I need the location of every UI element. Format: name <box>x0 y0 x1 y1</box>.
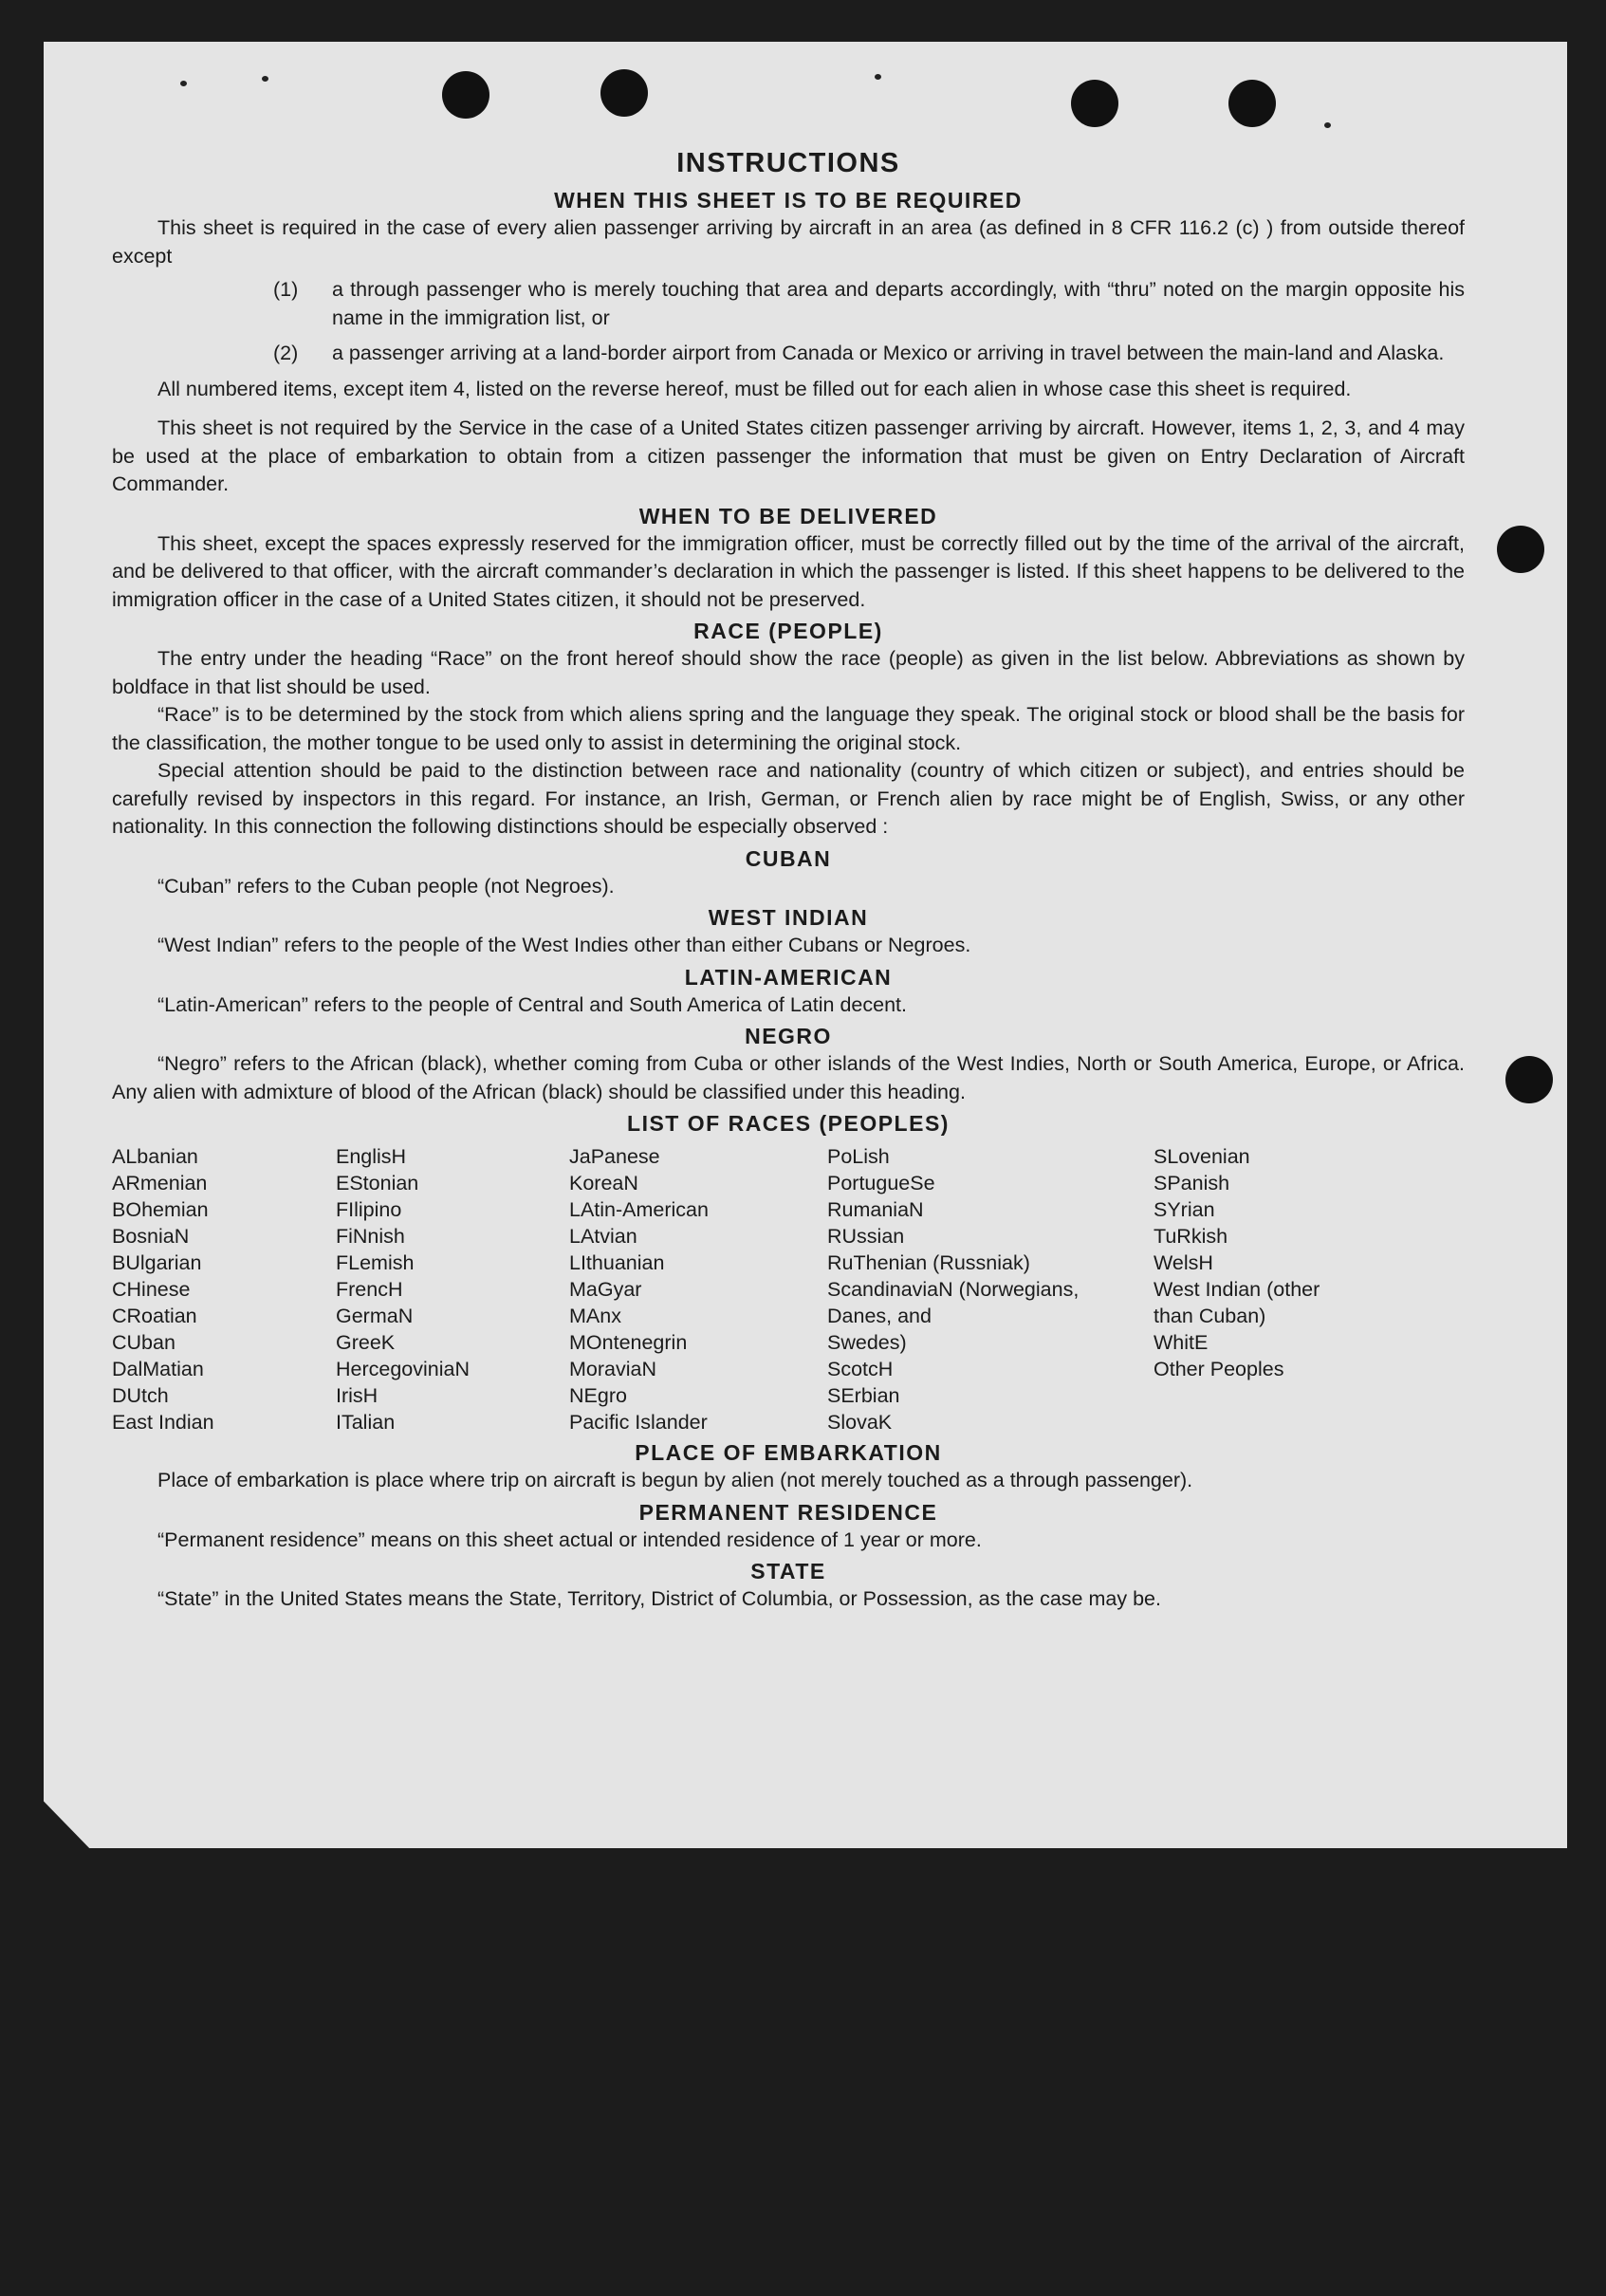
page-title: INSTRUCTIONS <box>676 148 900 178</box>
race-entry: SYrian <box>1154 1198 1215 1221</box>
race-entry: NEgro <box>569 1384 627 1407</box>
race-entry: FLemish <box>336 1251 415 1274</box>
race-entry: LAtin-American <box>569 1198 709 1221</box>
race-entry: WhitE <box>1154 1331 1209 1354</box>
race-entry: SLovenian <box>1154 1145 1250 1168</box>
race-paragraph-2: “Race” is to be determined by the stock from which aliens spring and the language they speak. The original stock or blood shall be the basis for the classification, the mother tongue to be used only to assist in determining the original stock. <box>112 703 1465 754</box>
negro-definition: “Negro” refers to the African (black), whether coming from Cuba or other islands of the West Indies, North or South America, Europe, or Africa. Any alien with admixture of blood of the African (black) should be classified under this heading. <box>112 1052 1465 1103</box>
race-column <box>336 1143 569 1435</box>
race-entry: MOntenegrin <box>569 1331 688 1354</box>
race-entry: ITalian <box>336 1411 396 1434</box>
heading-when-delivered: WHEN TO BE DELIVERED <box>638 503 938 528</box>
race-entry: MaGyar <box>569 1278 642 1301</box>
punch-hole <box>1505 1056 1553 1103</box>
race-entry: LAtvian <box>569 1225 637 1248</box>
race-column <box>1154 1143 1438 1435</box>
race-entry: BOhemian <box>112 1198 209 1221</box>
race-column <box>827 1143 1154 1435</box>
heading-state: STATE <box>750 1559 826 1583</box>
race-entry: DalMatian <box>112 1358 204 1380</box>
exception-text: a through passenger who is merely touching that area and departs accordingly, with “thru” noted on the margin opposite his name in the immigration list, or <box>332 278 1465 329</box>
race-entry: RuThenian (Russniak) <box>827 1251 1030 1274</box>
heading-west-indian: WEST INDIAN <box>708 905 869 930</box>
race-entry: BUlgarian <box>112 1251 202 1274</box>
race-entry: EnglisH <box>336 1145 407 1168</box>
race-entry: RUssian <box>827 1225 905 1248</box>
heading-race-list: LIST OF RACES (PEOPLES) <box>627 1111 950 1136</box>
race-entry: SlovaK <box>827 1411 893 1434</box>
race-entry: TuRkish <box>1154 1225 1228 1248</box>
heading-latin-american: LATIN-AMERICAN <box>684 964 893 990</box>
race-entry: JaPanese <box>569 1145 660 1168</box>
exception-number: (1) <box>273 278 299 301</box>
race-entry: ALbanian <box>112 1145 198 1168</box>
delivered-paragraph: This sheet, except the spaces expressly reserved for the immigration officer, must be correctly filled out by the time of the arrival of the aircraft, and be delivered to that officer, with the aircraft commander’s declaration in which the passenger is listed. If this sheet happens to be delivered to the immigration officer in the case of a United States citizen, it should not be preserved. <box>112 531 1465 611</box>
race-entry: West Indian (other <box>1154 1278 1320 1301</box>
heading-race: RACE (PEOPLE) <box>693 619 883 643</box>
race-entry: SPanish <box>1154 1172 1230 1194</box>
race-entry: EStonian <box>336 1172 419 1194</box>
race-entry: MoraviaN <box>569 1358 656 1380</box>
race-entry: GermaN <box>336 1305 414 1327</box>
heading-when-required: WHEN THIS SHEET IS TO BE REQUIRED <box>554 188 1023 213</box>
state-definition: “State” in the United States means the State, Territory, District of Columbia, or Possession, as the case may be. <box>157 1587 1161 1610</box>
race-entry: KoreaN <box>569 1172 638 1194</box>
race-entry: DUtch <box>112 1384 169 1407</box>
race-paragraph-3: Special attention should be paid to the distinction between race and nationality (country of which citizen or subject), and entries should be carefully revised by inspectors in this regard. For instance, an Irish, German, or French alien by race might be of English, Swiss, or any other nationality. In this connection the following distinctions should be especially observed : <box>112 759 1465 838</box>
race-entry: ScandinaviaN (Norwegians, <box>827 1278 1080 1301</box>
race-entry: LIthuanian <box>569 1251 665 1274</box>
exception-list <box>112 276 1465 368</box>
heading-negro: NEGRO <box>745 1024 832 1048</box>
race-entry: PoLish <box>827 1145 890 1168</box>
heading-cuban: CUBAN <box>745 845 832 871</box>
race-entry: MAnx <box>569 1305 621 1327</box>
race-entry: FIlipino <box>336 1198 402 1221</box>
cuban-definition: “Cuban” refers to the Cuban people (not Negroes). <box>157 874 615 898</box>
race-entry: CUban <box>112 1331 175 1354</box>
race-entry: Pacific Islander <box>569 1411 708 1434</box>
race-list-table <box>112 1143 1465 1435</box>
race-entry: HercegoviniaN <box>336 1358 471 1380</box>
race-entry: WelsH <box>1154 1251 1213 1274</box>
punch-hole <box>1497 526 1544 573</box>
race-entry: IrisH <box>336 1384 378 1407</box>
west-indian-definition: “West Indian” refers to the people of the West Indies other than either Cubans or Negroes. <box>157 934 971 956</box>
embarkation-definition: Place of embarkation is place where trip on aircraft is begun by alien (not merely touched as a through passenger). <box>157 1469 1193 1491</box>
race-entry: Danes, and <box>827 1305 932 1327</box>
race-entry: Other Peoples <box>1154 1358 1284 1380</box>
instructions-content <box>112 106 1465 1614</box>
heading-embarkation: PLACE OF EMBARKATION <box>635 1440 942 1465</box>
speck-mark <box>180 81 187 86</box>
latin-american-definition: “Latin-American” refers to the people of Central and South America of Latin decent. <box>157 992 907 1016</box>
race-entry: FrencH <box>336 1278 403 1301</box>
race-entry: ScotcH <box>827 1358 894 1380</box>
race-entry: CHinese <box>112 1278 191 1301</box>
race-entry: CRoatian <box>112 1305 197 1327</box>
race-entry: FiNnish <box>336 1225 405 1248</box>
race-entry: BosniaN <box>112 1225 190 1248</box>
residence-definition: “Permanent residence” means on this sheet actual or intended residence of 1 year or more. <box>157 1528 982 1551</box>
exception-text: a passenger arriving at a land-border airport from Canada or Mexico or arriving in travel between the main-land and Alaska. <box>332 342 1445 364</box>
required-numbered-items-paragraph: All numbered items, except item 4, listed on the reverse hereof, must be filled out for each alien in whose case this sheet is required. <box>157 377 1352 400</box>
race-column <box>112 1143 336 1435</box>
race-entry: than Cuban) <box>1154 1305 1266 1327</box>
speck-mark <box>875 74 881 80</box>
required-citizen-paragraph: This sheet is not required by the Service in the case of a United States citizen passenger arriving by aircraft. However, items 1, 2, 3, and 4 may be used at the place of embarkation to obtain from a citizen passenger the information that must be given on Entry Declaration of Aircraft Commander. <box>112 417 1465 495</box>
exception-item <box>273 340 1465 368</box>
race-entry: PortugueSe <box>827 1172 935 1194</box>
exception-number: (2) <box>273 342 299 364</box>
exception-item <box>273 276 1465 332</box>
race-entry: RumaniaN <box>827 1198 924 1221</box>
race-paragraph-1: The entry under the heading “Race” on the front hereof should show the race (people) as given in the list below. Abbreviations as shown by boldface in that list should be used. <box>112 647 1465 698</box>
race-column <box>569 1143 827 1435</box>
race-entry: East Indian <box>112 1411 214 1434</box>
heading-residence: PERMANENT RESIDENCE <box>638 1499 938 1525</box>
race-entry: Swedes) <box>827 1331 907 1354</box>
speck-mark <box>262 76 268 82</box>
race-entry: SErbian <box>827 1384 900 1407</box>
race-entry: GreeK <box>336 1331 396 1354</box>
race-entry: ARmenian <box>112 1172 208 1194</box>
required-intro: This sheet is required in the case of every alien passenger arriving by aircraft in an area (as defined in 8 CFR 116.2 (c) ) from outside thereof except <box>112 216 1465 268</box>
